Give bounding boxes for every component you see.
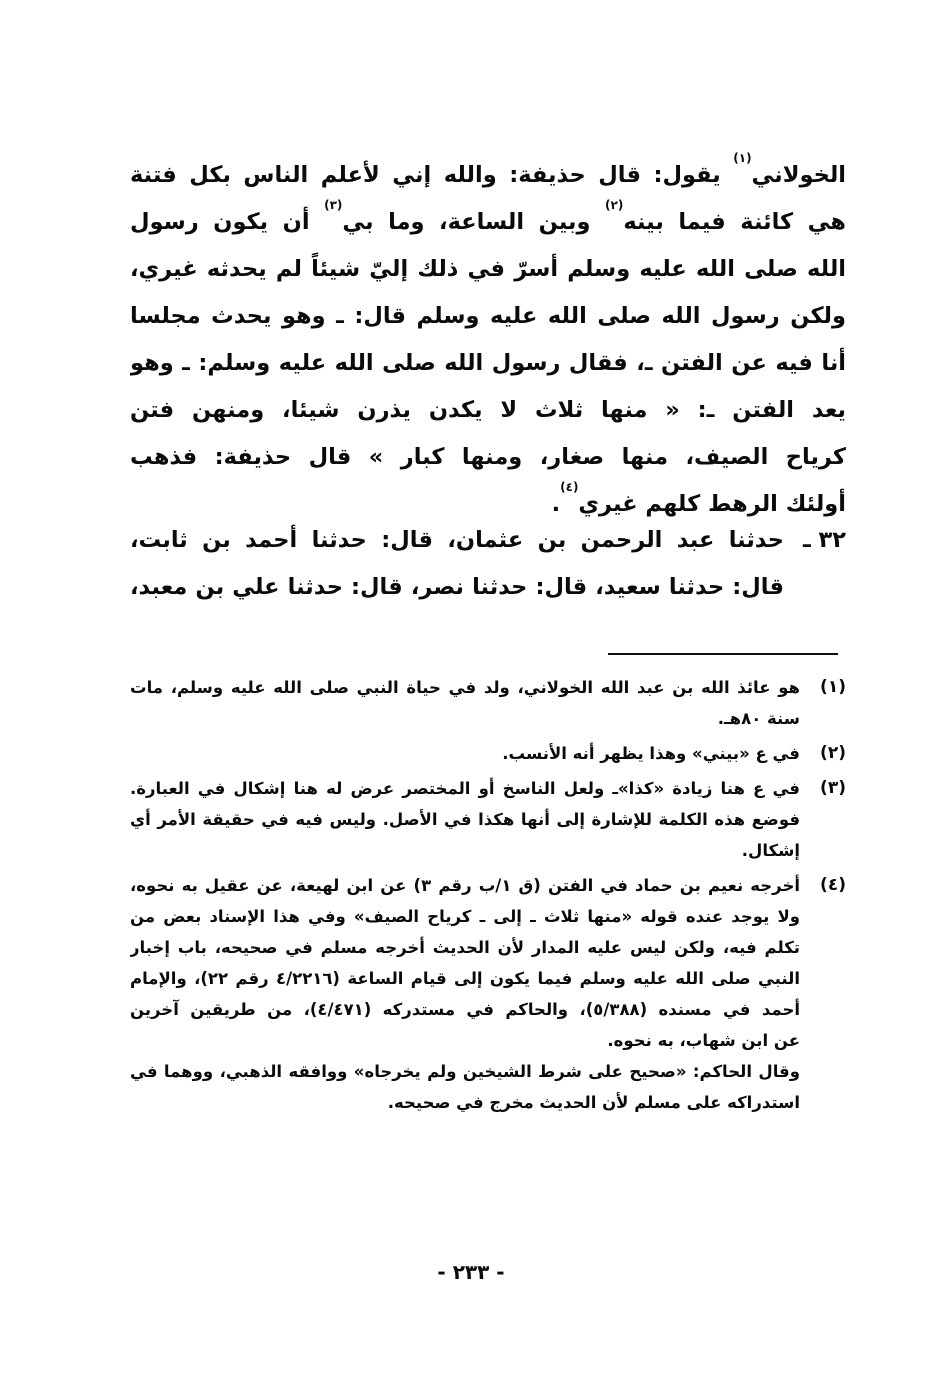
footnote-2 [130, 738, 846, 769]
footnote-marker[interactable]: (٣) [324, 199, 343, 212]
text-line: كرياح الصيف، منها صغار، ومنها كبار » قال حذيفة: فذهب [130, 444, 846, 470]
footnotes [130, 672, 846, 1122]
footnote-line: تكلم فيه، ولكن ليس عليه المدار لأن الحديث أخرجه مسلم في صحيحه، باب إخبار [130, 938, 800, 957]
footnote-line: استدراكه على مسلم لأن الحديث مخرج في صحيحه. [387, 1093, 800, 1112]
footnote-marker[interactable]: (٢) [605, 199, 624, 212]
footnote-line: في ع «بيني» وهذا يظهر أنه الأنسب. [502, 744, 800, 763]
footnote-marker[interactable]: (١) [733, 152, 752, 165]
footnote-line: وقال الحاكم: «صحيح على شرط الشيخين ولم يخرجاه» ووافقه الذهبي، ووهما في [130, 1062, 800, 1081]
footnote-number: (٤) [820, 875, 846, 895]
text-line: قال: حدثنا سعيد، قال: حدثنا نصر، قال: حدثنا علي بن معبد، [130, 574, 784, 600]
footnote-1 [130, 672, 846, 734]
main-text [130, 152, 846, 528]
footnote-line: إشكال. [741, 841, 800, 860]
footnote-line: فوضع هذه الكلمة للإشارة إلى أنها هكذا في الأصل. وليس فيه في حقيقة الأمر أي [130, 810, 800, 829]
text-line: يعد الفتن ـ: « منها ثلاث لا يكدن يذرن شيئا، ومنهن فتن [130, 397, 846, 423]
footnote-line: ولا يوجد عنده قوله «منها ثلاث ـ إلى ـ كرياح الصيف» وفي هذا الإسناد بعض من [130, 907, 800, 926]
footnote-number: (٣) [820, 778, 846, 798]
footnote-number: (١) [820, 677, 846, 697]
text-line: أنا فيه عن الفتن ـ، فقال رسول الله صلى الله عليه وسلم: ـ وهو [130, 350, 846, 376]
text-fragment: هي كائنة فيما بينه [623, 209, 846, 235]
text-line: حدثنا عبد الرحمن بن عثمان، قال: حدثنا أحمد بن ثابت، [130, 527, 784, 553]
text-line: الله صلى الله عليه وسلم أسرّ في ذلك إليّ شيئاً لم يحدثه غيري، [130, 256, 846, 282]
footnote-3 [130, 773, 846, 866]
footnote-line: في ع هنا زيادة «كذا»ـ ولعل الناسخ أو المختصر عرض له هنا إشكال في العبارة. [130, 779, 800, 798]
footnote-marker[interactable]: (٤) [560, 481, 579, 494]
footnote-number: (٢) [820, 743, 846, 763]
text-fragment: الخولاني [751, 162, 846, 188]
text-line [130, 199, 846, 246]
text-line [130, 152, 846, 199]
page-number: - ٢٣٣ - [437, 1260, 505, 1284]
text-fragment: وبين الساعة، وما بي [342, 209, 606, 235]
text-fragment: . [551, 491, 561, 517]
footnote-line: أخرجه نعيم بن حماد في الفتن (ق ١/ب رقم ٣) عن ابن لهيعة، عن عقيل به نحوه، [130, 876, 800, 895]
footnote-line: هو عائذ الله بن عبد الله الخولاني، ولد في حياة النبي صلى الله عليه وسلم، مات [130, 678, 800, 697]
footnote-separator [608, 653, 838, 655]
footnote-line: عن ابن شهاب، به نحوه. [607, 1031, 800, 1050]
hadith-32 [130, 517, 846, 611]
footnote-line: أحمد في مسنده (٥/٣٨٨)، والحاكم في مستدركه (٤/٤٧١)، من طريقين آخرين [130, 1000, 800, 1019]
footnote-4 [130, 870, 846, 1118]
footnote-line: النبي صلى الله عليه وسلم فيما يكون إلى قيام الساعة (٤/٢٢١٦ رقم ٢٢)، والإمام [130, 969, 800, 988]
footnote-line: سنة ٨٠هـ. [717, 709, 800, 728]
text-fragment: يقول: قال حذيفة: والله إني لأعلم الناس بكل فتنة [130, 162, 734, 188]
text-fragment: أن يكون رسول [130, 209, 325, 235]
hadith-number: ٣٢ ـ [803, 527, 846, 553]
text-fragment: أولئك الرهط كلهم غيري [578, 491, 846, 517]
text-line: ولكن رسول الله صلى الله عليه وسلم قال: ـ وهو يحدث مجلسا [130, 303, 846, 329]
